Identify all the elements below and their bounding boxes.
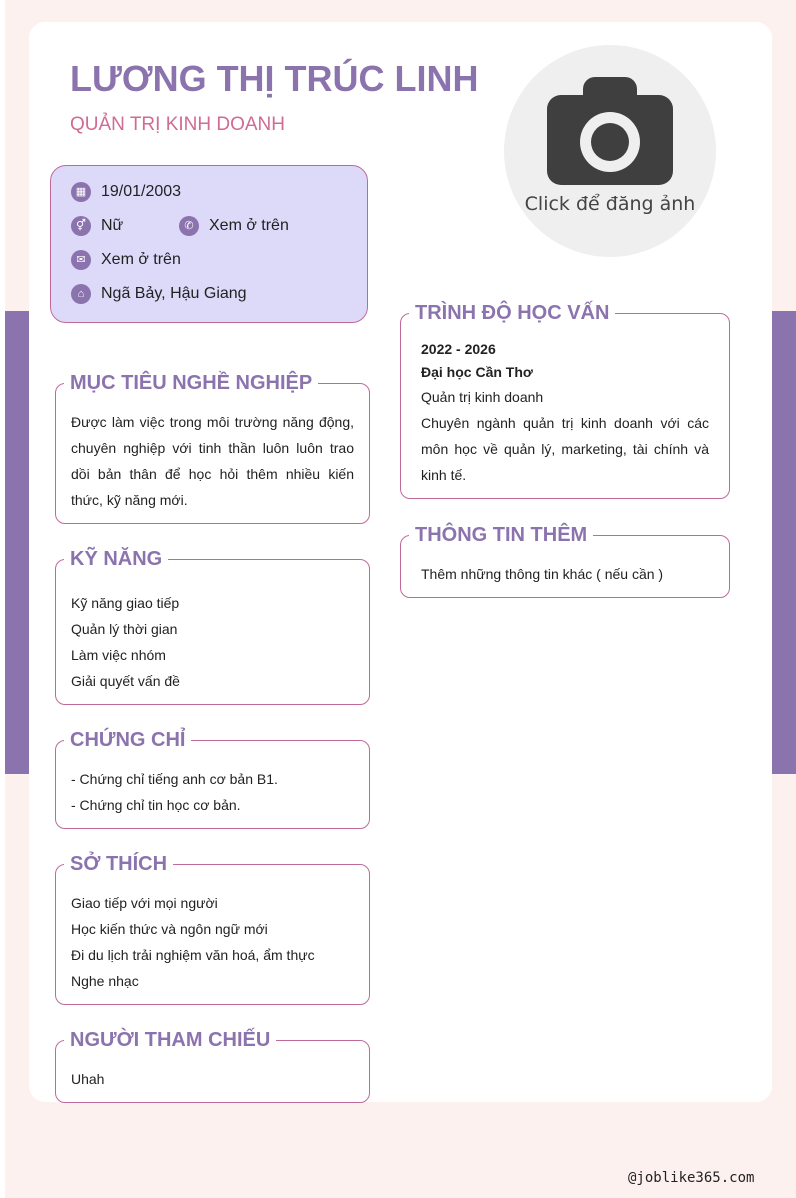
contact-box (50, 165, 368, 323)
right-accent-band (772, 311, 796, 774)
gender-icon: ⚥ (71, 216, 91, 236)
references-section (55, 1029, 370, 1103)
objective-section (55, 372, 370, 524)
phone-icon: ✆ (179, 216, 199, 236)
address-text: Ngã Bảy, Hậu Giang (101, 285, 247, 302)
email-text: Xem ở trên (101, 251, 181, 268)
contact-email[interactable] (71, 250, 181, 270)
home-icon: ⌂ (71, 284, 91, 304)
left-accent-band (5, 311, 30, 774)
camera-icon (547, 77, 673, 185)
list-item: Đi du lịch trải nghiệm văn hoá, ẩm thực (71, 947, 315, 963)
gender-text: Nữ (101, 217, 124, 234)
list-item: - Chứng chỉ tiếng anh cơ bản B1. (71, 771, 278, 787)
calendar-icon: ▦ (71, 182, 91, 202)
extra-info-text[interactable]: Thêm những thông tin khác ( nếu cần ) (421, 566, 664, 582)
hobbies-title: SỞ THÍCH (64, 852, 173, 876)
hobbies-list[interactable] (71, 890, 354, 994)
list-item: Kỹ năng giao tiếp (71, 595, 180, 611)
birthday-text: 19/01/2003 (101, 183, 182, 200)
candidate-name[interactable]: LƯƠNG THỊ TRÚC LINH (70, 58, 479, 99)
education-description: Chuyên ngành quản trị kinh doanh với các môn học về quản lý, marketing, tài chính và kinh tế. (421, 415, 709, 483)
list-item: Giao tiếp với mọi người (71, 895, 218, 911)
candidate-role[interactable]: QUẢN TRỊ KINH DOANH (70, 114, 286, 135)
skills-title: KỸ NĂNG (64, 547, 168, 571)
objective-text[interactable]: Được làm việc trong môi trường năng động, chuyên nghiệp với tinh thần luôn luôn trao dồi bản thân để học hỏi thêm nhiều kiến thức, kỹ năng mới. (71, 414, 354, 508)
phone-text: Xem ở trên (209, 217, 289, 234)
contact-birthday[interactable] (71, 182, 181, 202)
email-icon: ✉ (71, 250, 91, 270)
education-title: TRÌNH ĐỘ HỌC VẤN (409, 301, 615, 325)
objective-title: MỤC TIÊU NGHỀ NGHIỆP (64, 371, 318, 395)
extra-info-section (400, 524, 730, 598)
references-text[interactable]: Uhah (71, 1071, 105, 1087)
watermark: @joblike365.com (628, 1170, 755, 1186)
list-item: - Chứng chỉ tin học cơ bản. (71, 797, 241, 813)
photo-upload-label: Click để đăng ảnh (524, 193, 696, 215)
extra-info-title: THÔNG TIN THÊM (409, 523, 593, 547)
contact-phone[interactable] (179, 216, 289, 236)
list-item: Giải quyết vấn đề (71, 673, 180, 689)
education-major: Quản trị kinh doanh (421, 389, 544, 405)
certificates-title: CHỨNG CHỈ (64, 728, 191, 752)
list-item: Làm việc nhóm (71, 647, 166, 663)
certificates-section (55, 729, 370, 829)
references-title: NGƯỜI THAM CHIẾU (64, 1028, 276, 1052)
education-entry[interactable] (421, 338, 709, 488)
skills-list[interactable] (71, 590, 354, 694)
skills-section (55, 548, 370, 705)
list-item: Học kiến thức và ngôn ngữ mới (71, 921, 268, 937)
certificates-list[interactable] (71, 766, 354, 818)
contact-address[interactable] (71, 284, 247, 304)
education-section (400, 302, 730, 499)
education-period: 2022 - 2026 (421, 341, 496, 357)
hobbies-section (55, 853, 370, 1005)
photo-upload[interactable] (504, 45, 716, 257)
contact-gender[interactable] (71, 216, 123, 236)
list-item: Quản lý thời gian (71, 621, 178, 637)
list-item: Nghe nhạc (71, 973, 139, 989)
education-school: Đại học Cần Thơ (421, 364, 533, 380)
